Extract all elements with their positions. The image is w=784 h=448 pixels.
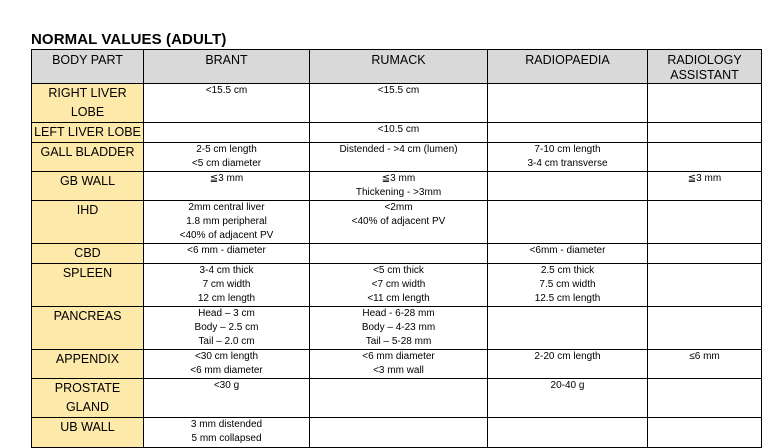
radiopaedia-cell xyxy=(488,264,648,307)
value-line: 7 cm width xyxy=(202,279,251,290)
body-part-label: RIGHT LIVER xyxy=(48,86,127,100)
brant-cell xyxy=(144,418,310,448)
radiology-assistant-cell xyxy=(648,84,762,123)
value-line: <11 cm length xyxy=(367,293,430,304)
value-line: ≦3 mm xyxy=(209,173,244,184)
value-line: 7-10 cm length xyxy=(534,144,601,155)
value-line: 7.5 cm width xyxy=(539,279,596,290)
value-line: <40% of adjacent PV xyxy=(351,216,446,227)
value-line: 2.5 cm thick xyxy=(540,265,595,276)
value-line: Distended - >4 cm (lumen) xyxy=(339,144,458,155)
normal-values-table xyxy=(31,49,762,448)
rumack-cell xyxy=(310,172,488,201)
body-part-cell xyxy=(32,264,144,307)
body-part-label: APPENDIX xyxy=(55,352,120,366)
radiology-assistant-cell xyxy=(648,264,762,307)
body-part-label: SPLEEN xyxy=(62,266,113,280)
value-line: 12.5 cm length xyxy=(534,293,601,304)
value-line: ≦3 mm xyxy=(381,173,416,184)
value-line: 1.8 mm peripheral xyxy=(186,216,267,227)
radiopaedia-cell xyxy=(488,172,648,201)
table-row xyxy=(32,307,762,350)
body-part-cell xyxy=(32,418,144,448)
body-part-cell xyxy=(32,123,144,143)
value-line: <2mm xyxy=(384,202,413,213)
value-line: ≤6 mm xyxy=(689,351,720,362)
table-row xyxy=(32,201,762,244)
value-line: <6 mm - diameter xyxy=(187,245,266,256)
radiopaedia-cell xyxy=(488,418,648,448)
value-line: <5 cm diameter xyxy=(191,158,262,169)
radiopaedia-cell xyxy=(488,84,648,123)
table-row xyxy=(32,84,762,123)
body-part-cell xyxy=(32,307,144,350)
value-line: 12 cm length xyxy=(197,293,256,304)
body-part-cell xyxy=(32,172,144,201)
body-part-label: UB WALL xyxy=(60,420,115,434)
table-row xyxy=(32,244,762,264)
header-row xyxy=(32,50,762,84)
body-part-label: PANCREAS xyxy=(53,309,122,323)
value-line: 20-40 g xyxy=(550,380,585,391)
rumack-cell xyxy=(310,143,488,172)
brant-cell xyxy=(144,244,310,264)
value-line: Head – 3 cm xyxy=(198,308,255,319)
radiology-assistant-cell xyxy=(648,123,762,143)
body-part-label: GLAND xyxy=(65,400,110,414)
brant-cell xyxy=(144,264,310,307)
brant-cell xyxy=(144,84,310,123)
body-part-label: IHD xyxy=(76,203,99,217)
value-line: <15.5 cm xyxy=(377,85,420,96)
table-row xyxy=(32,350,762,379)
header-rumack: RUMACK xyxy=(310,50,488,84)
brant-cell xyxy=(144,379,310,418)
brant-cell xyxy=(144,350,310,379)
value-line: 2-20 cm length xyxy=(534,351,601,362)
header-body-part: BODY PART xyxy=(32,50,144,84)
radiopaedia-cell xyxy=(488,350,648,379)
body-part-cell xyxy=(32,143,144,172)
page-title: NORMAL VALUES (ADULT) xyxy=(31,31,227,48)
value-line: 2mm central liver xyxy=(188,202,265,213)
brant-cell xyxy=(144,143,310,172)
rumack-cell xyxy=(310,418,488,448)
radiopaedia-cell xyxy=(488,201,648,244)
radiology-assistant-cell xyxy=(648,201,762,244)
value-line: <40% of adjacent PV xyxy=(179,230,274,241)
value-line: <30 g xyxy=(213,380,240,391)
radiology-assistant-cell xyxy=(648,307,762,350)
body-part-cell xyxy=(32,244,144,264)
value-line: ≦3 mm xyxy=(687,173,722,184)
radiology-assistant-cell xyxy=(648,418,762,448)
rumack-cell xyxy=(310,84,488,123)
value-line: <6mm - diameter xyxy=(529,245,606,256)
body-part-label: CBD xyxy=(74,246,101,260)
rumack-cell xyxy=(310,307,488,350)
table-row xyxy=(32,264,762,307)
table-row xyxy=(32,418,762,448)
header-radiology-assistant: RADIOLOGY ASSISTANT xyxy=(648,50,762,84)
radiology-assistant-cell xyxy=(648,172,762,201)
value-line: 2-5 cm length xyxy=(196,144,257,155)
brant-cell xyxy=(144,307,310,350)
table-row xyxy=(32,379,762,418)
table-row xyxy=(32,172,762,201)
radiology-assistant-cell xyxy=(648,379,762,418)
value-line: 5 mm collapsed xyxy=(191,433,262,444)
rumack-cell xyxy=(310,350,488,379)
value-line: Tail – 5-28 mm xyxy=(365,336,432,347)
radiopaedia-cell xyxy=(488,123,648,143)
radiology-assistant-cell xyxy=(648,350,762,379)
body-part-label: LOBE xyxy=(70,105,105,119)
header-radiopaedia: RADIOPAEDIA xyxy=(488,50,648,84)
radiopaedia-cell xyxy=(488,244,648,264)
value-line: <30 cm length xyxy=(194,351,259,362)
rumack-cell xyxy=(310,244,488,264)
rumack-cell xyxy=(310,379,488,418)
body-part-cell xyxy=(32,350,144,379)
rumack-cell xyxy=(310,123,488,143)
header-brant: BRANT xyxy=(144,50,310,84)
table-row xyxy=(32,123,762,143)
brant-cell xyxy=(144,201,310,244)
radiology-assistant-cell xyxy=(648,143,762,172)
value-line: Body – 2.5 cm xyxy=(194,322,259,333)
value-line: <5 cm thick xyxy=(373,265,424,276)
rumack-cell xyxy=(310,264,488,307)
body-part-label: PROSTATE xyxy=(54,381,121,395)
radiopaedia-cell xyxy=(488,143,648,172)
body-part-cell xyxy=(32,201,144,244)
value-line: Body – 4-23 mm xyxy=(361,322,436,333)
radiology-assistant-cell xyxy=(648,244,762,264)
table-row xyxy=(32,143,762,172)
value-line: <6 mm diameter xyxy=(362,351,435,362)
value-line: <3 mm wall xyxy=(373,365,424,376)
value-line: 3-4 cm transverse xyxy=(527,158,608,169)
rumack-cell xyxy=(310,201,488,244)
body-part-label: GALL BLADDER xyxy=(40,145,135,159)
radiopaedia-cell xyxy=(488,379,648,418)
brant-cell xyxy=(144,123,310,143)
body-part-label: GB WALL xyxy=(59,174,116,188)
value-line: Thickening - >3mm xyxy=(355,187,442,198)
value-line: Head - 6-28 mm xyxy=(362,308,435,319)
value-line: 3-4 cm thick xyxy=(199,265,254,276)
value-line: <10.5 cm xyxy=(377,124,420,135)
brant-cell xyxy=(144,172,310,201)
value-line: <6 mm diameter xyxy=(190,365,263,376)
body-part-label: LEFT LIVER LOBE xyxy=(34,125,141,139)
value-line: Tail – 2.0 cm xyxy=(198,336,255,347)
value-line: <15.5 cm xyxy=(205,85,248,96)
radiopaedia-cell xyxy=(488,307,648,350)
body-part-cell xyxy=(32,84,144,123)
value-line: 3 mm distended xyxy=(190,419,263,430)
body-part-cell xyxy=(32,379,144,418)
value-line: <7 cm width xyxy=(371,279,426,290)
